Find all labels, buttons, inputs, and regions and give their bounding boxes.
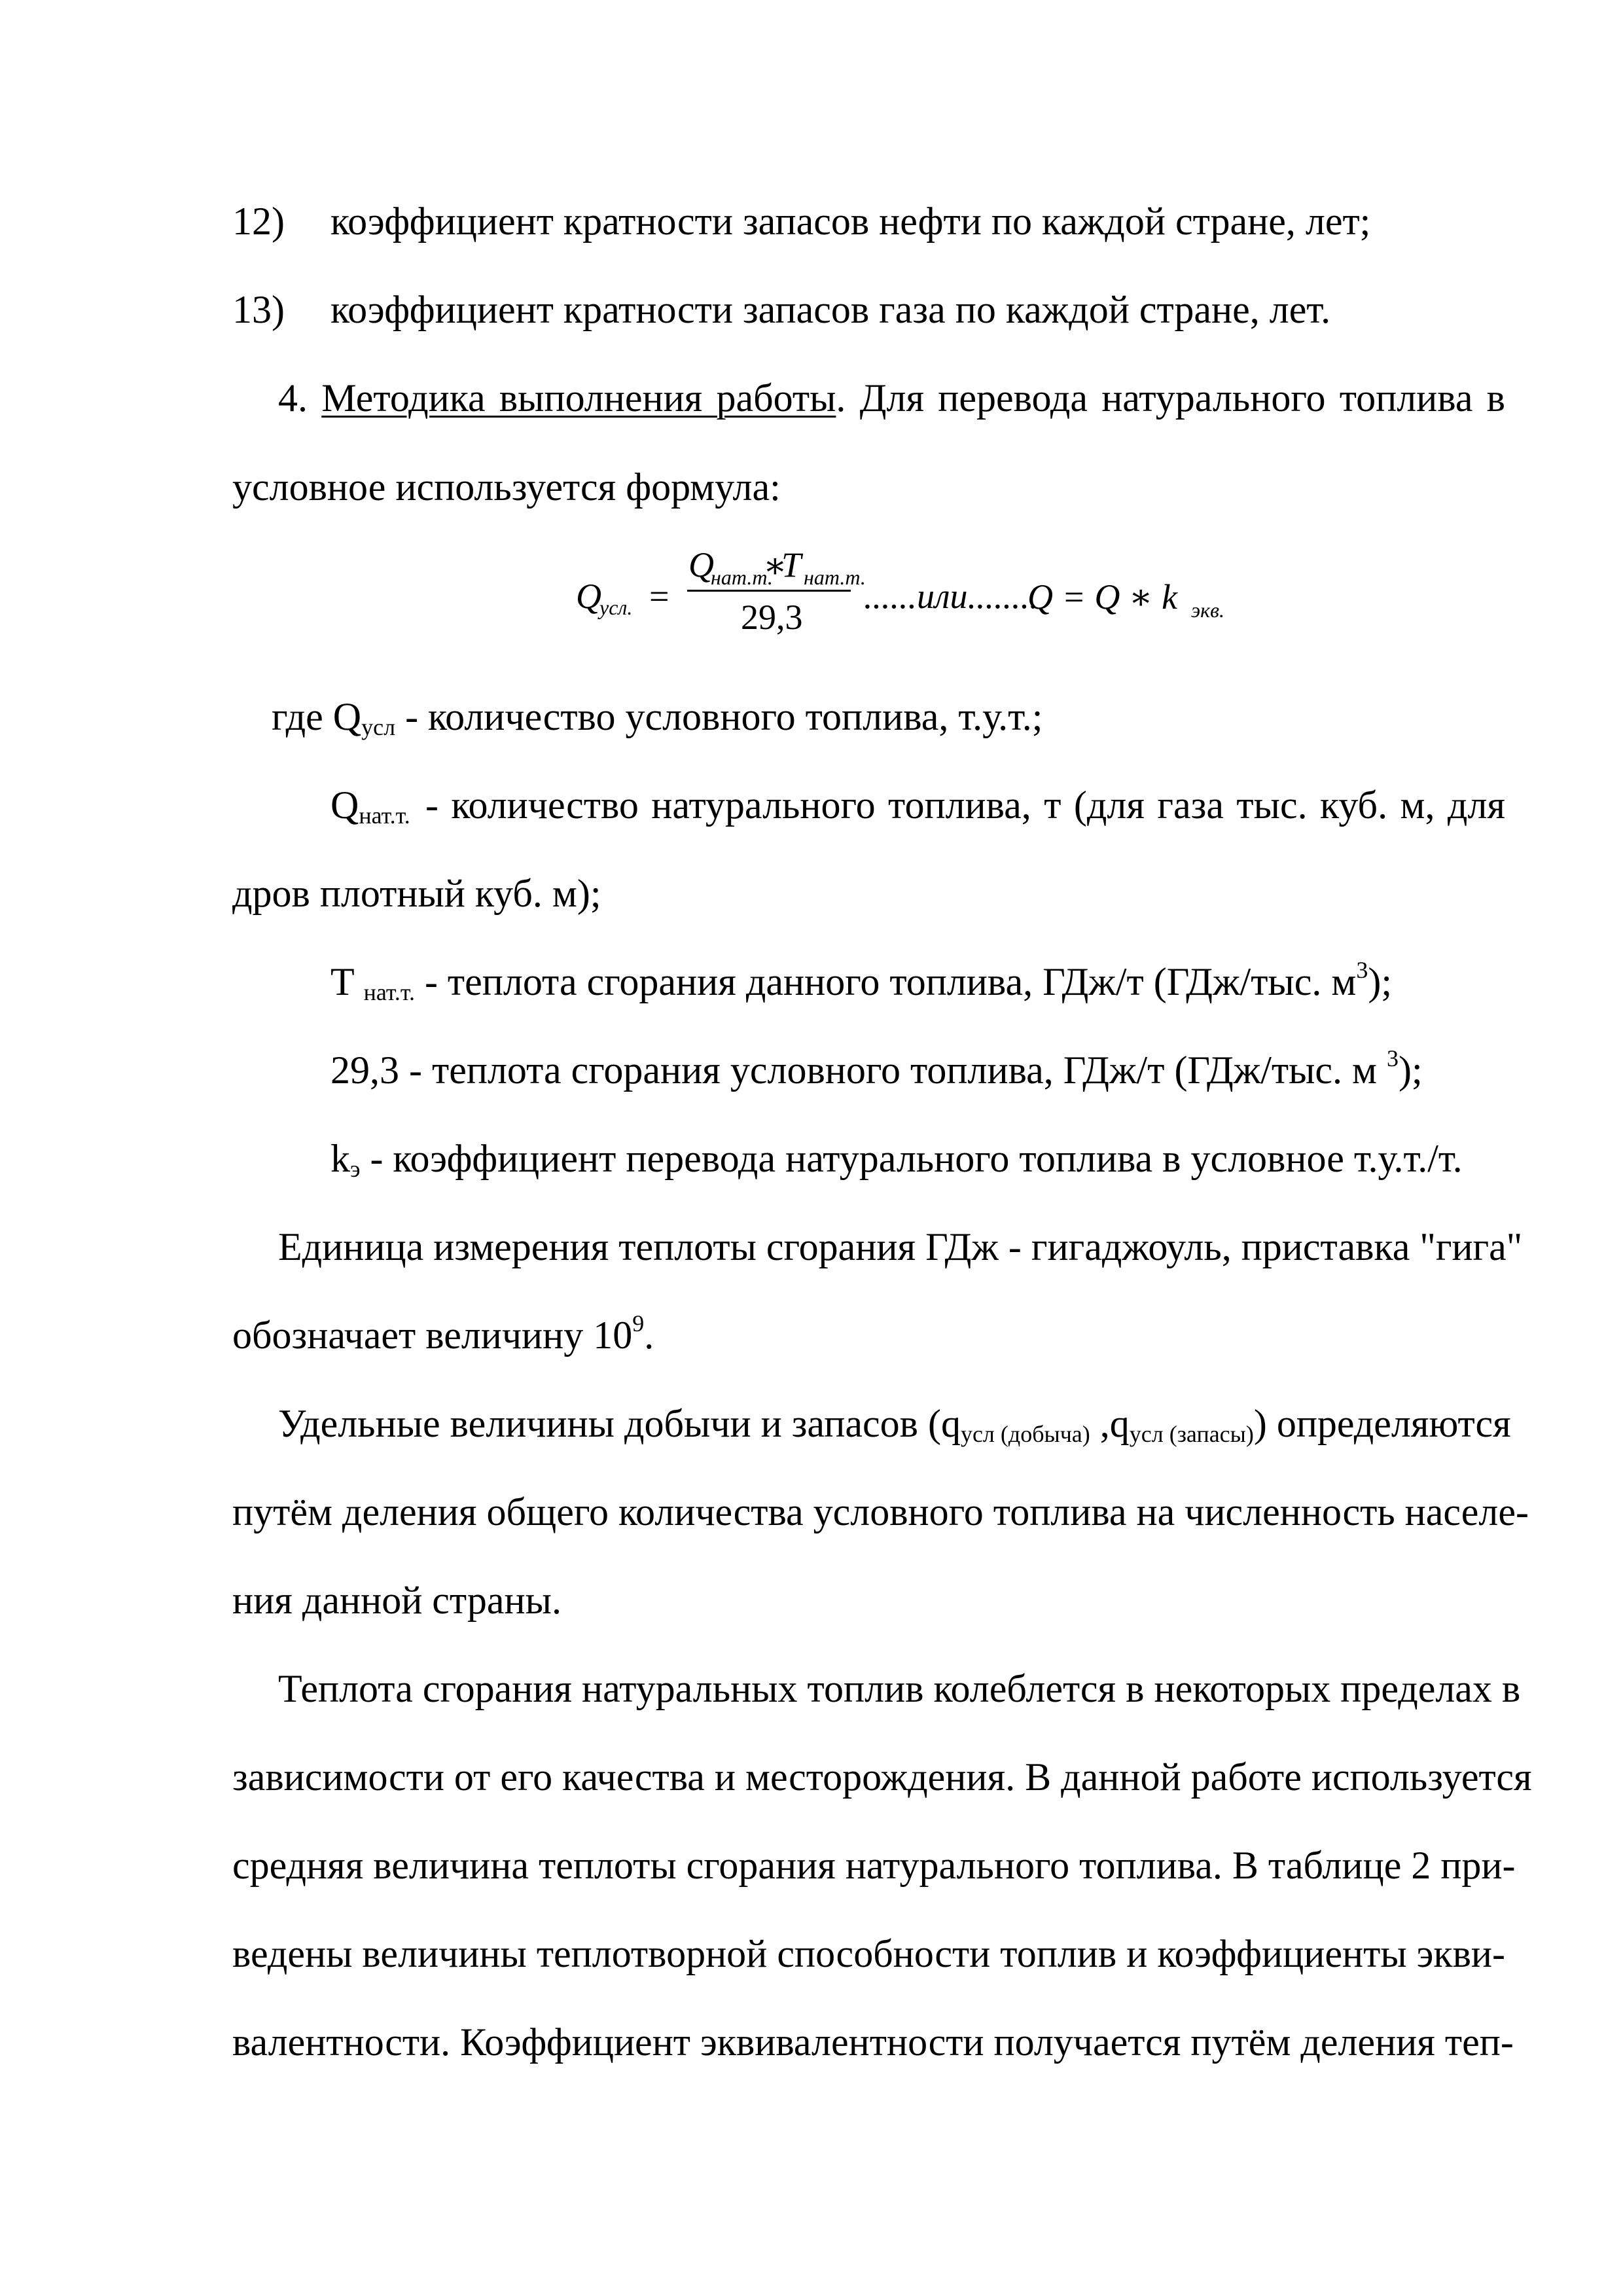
formula-alt-sub: экв. [1191, 598, 1224, 622]
list-item-12 [232, 195, 1370, 247]
para-sup: 9 [632, 1310, 645, 1336]
para-heat-line3: средняя величина теплоты сгорания натурального топлива. В таблице 2 при- [232, 1844, 1516, 1887]
para-heat-line2: зависимости от его качества и месторождения. В данной работе используется [232, 1755, 1532, 1799]
def-293 [330, 1044, 1423, 1102]
formula-or: ......или........ [864, 577, 1039, 616]
formula-num-t-sub: нат.т. [804, 565, 866, 589]
def-sub: нат.т. [359, 802, 410, 829]
para-text: ) определяются [1253, 1402, 1511, 1445]
def-text: - количество условного топлива, т.у.т.; [395, 695, 1043, 738]
def-q-usl [272, 691, 1043, 748]
section4-line1 [278, 372, 1505, 424]
section4-line2: условное используется формула: [232, 465, 781, 509]
def-text-end: ); [1399, 1049, 1423, 1092]
list-text: коэффициент кратности запасов нефти по каждой стране, лет; [330, 200, 1371, 243]
para-heat-line4: ведены величины теплотворной способности топлив и коэффициенты экви- [232, 1932, 1505, 1975]
def-symbol: где Q [272, 695, 362, 738]
def-q-nat [330, 779, 1505, 836]
def-text: 29,3 - теплота сгорания условного топлива, ГДж/т (ГДж/тыс. м [330, 1049, 1387, 1092]
def-symbol: Q [330, 783, 359, 827]
para-giga-line2 [232, 1309, 654, 1367]
formula-num-op: ∗ [763, 546, 787, 585]
section-number: 4. [278, 376, 308, 420]
def-text: - количество натурального топлива, т (для газа тыс. куб. м, для [425, 783, 1505, 827]
para-heat-line1: Теплота сгорания натуральных топлив колеблется в некоторых пределах в [278, 1667, 1521, 1710]
formula-num-q-sub: нат.т. [711, 565, 773, 589]
formula-equals: = [649, 577, 669, 616]
def-sup: 3 [1387, 1045, 1399, 1071]
para-sub: усл (запасы) [1129, 1421, 1254, 1447]
formula-alt: Q = Q ∗ k [1027, 577, 1178, 617]
def-q-nat-cont: дров плотный куб. м); [232, 872, 601, 915]
def-sub: усл [361, 714, 396, 740]
para-sub: усл (добыча) [960, 1421, 1090, 1447]
def-text: - коэффициент перевода натурального топлива в условное т.у.т./т. [360, 1137, 1463, 1180]
def-text: - теплота сгорания данного топлива, ГДж/т (ГДж/тыс. м [414, 960, 1357, 1003]
def-sub: нат.т. [363, 979, 415, 1005]
def-text-end: ); [1368, 960, 1392, 1003]
formula-lhs: Q [576, 577, 601, 616]
para-text: обозначает величину 10 [232, 1314, 633, 1357]
para-giga-line1: Единица измерения теплоты сгорания ГДж - гигаджоуль, приставка "гига" [278, 1225, 1523, 1268]
para-specific-line1 [278, 1397, 1511, 1455]
def-t-nat [330, 956, 1392, 1013]
para-text: ,q [1090, 1402, 1130, 1445]
formula-num-t: T [781, 545, 802, 584]
def-sub: э [350, 1156, 361, 1182]
formula-num-q: Q [688, 545, 714, 584]
formula-denominator: 29,3 [741, 598, 803, 637]
para-specific-line3: ния данной страны. [232, 1579, 562, 1622]
section-heading: Методика выполнения работы [321, 376, 836, 420]
conversion-formula [576, 545, 1224, 661]
fraction-bar [687, 590, 851, 592]
para-text-end: . [644, 1314, 654, 1357]
list-number: 12) [232, 200, 285, 243]
list-number: 13) [232, 288, 285, 331]
formula-lhs-sub: усл. [599, 596, 633, 619]
list-item-13 [232, 283, 1330, 336]
para-text: Удельные величины добычи и запасов (q [278, 1402, 961, 1445]
def-k-e [330, 1132, 1463, 1190]
list-text: коэффициент кратности запасов газа по каждой стране, лет. [330, 288, 1331, 331]
def-sup: 3 [1356, 957, 1368, 983]
para-specific-line2: путём деления общего количества условного топлива на численность населе- [232, 1490, 1529, 1534]
para-heat-line5: валентности. Коэффициент эквивалентности получается путём деления теп- [232, 2020, 1514, 2064]
def-symbol: k [330, 1137, 350, 1180]
section-text: . Для перевода натурального топлива в [836, 376, 1505, 420]
def-symbol: T [330, 960, 364, 1003]
